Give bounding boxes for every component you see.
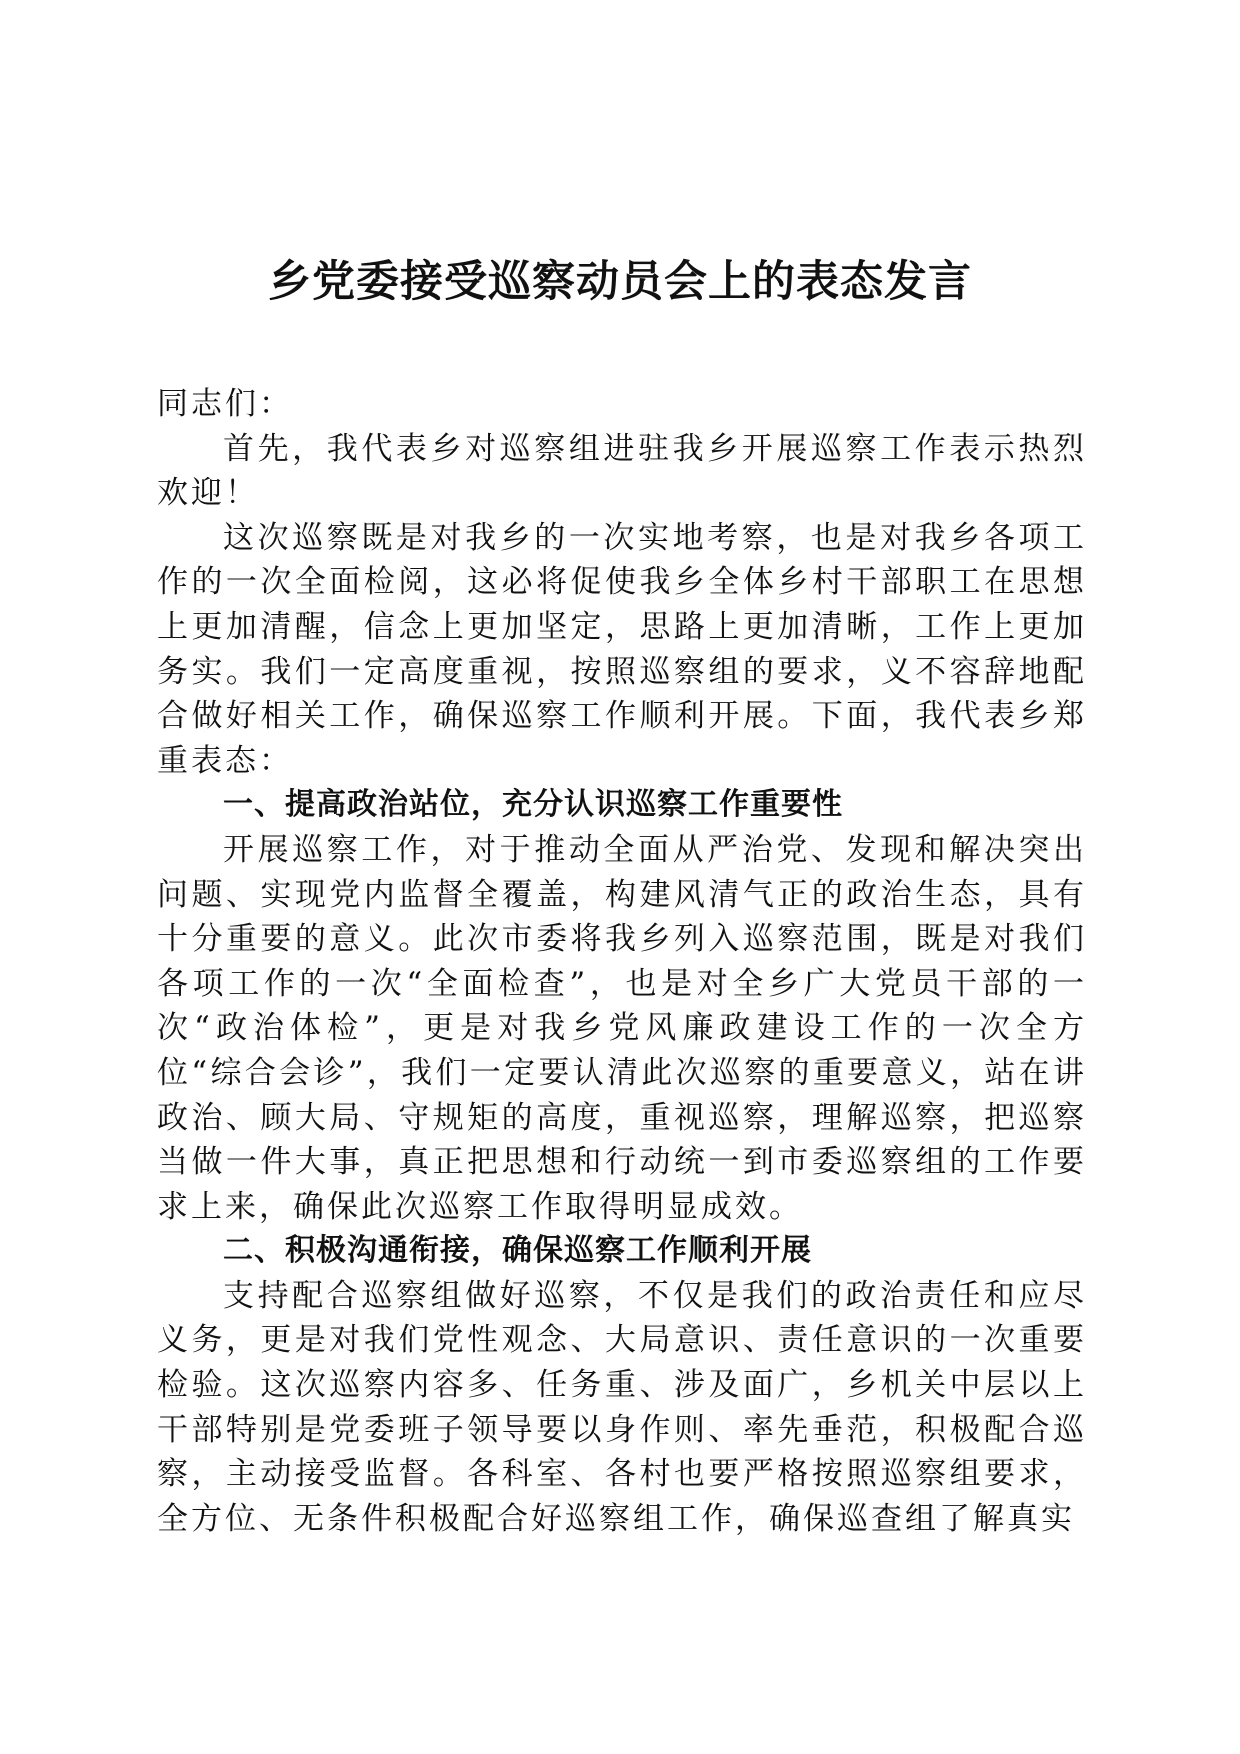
section-heading-1: 一、提高政治站位，充分认识巡察工作重要性 bbox=[223, 787, 843, 823]
paragraph-section-2: 支持配合巡察组做好巡察，不仅是我们的政治责任和应尽义务，更是对我们党性观念、大局意识、责任意识的一次重要检验。这次巡察内容多、任务重、涉及面广，乡机关中层以上干部特别是党委班子领导要以身作则、率先垂范，积极配合巡察，主动接受监督。各科室、各村也要严格按照巡察组要求，全方位、无条件积极配合好巡察组工作，确保巡查组了解真实 bbox=[157, 1277, 1087, 1537]
paragraph-statement-intro: 这次巡察既是对我乡的一次实地考察，也是对我乡各项工作的一次全面检阅，这必将促使我乡全体乡村干部职工在思想上更加清醒，信念上更加坚定，思路上更加清晰，工作上更加务实。我们一定高度重视，按照巡察组的要求，义不容辞地配合做好相关工作，确保巡察工作顺利开展。下面，我代表乡郑重表态： bbox=[157, 519, 1087, 779]
paragraph-section-1: 开展巡察工作，对于推动全面从严治党、发现和解决突出问题、实现党内监督全覆盖，构建风清气正的政治生态，具有十分重要的意义。此次市委将我乡列入巡察范围，既是对我们各项工作的一次“全面检查”，也是对全乡广大党员干部的一次“政治体检”，更是对我乡党风廉政建设工作的一次全方位“综合会诊”，我们一定要认清此次巡察的重要意义，站在讲政治、顾大局、守规矩的高度，重视巡察，理解巡察，把巡察当做一件大事，真正把思想和行动统一到市委巡察组的工作要求上来，确保此次巡察工作取得明显成效。 bbox=[157, 831, 1087, 1225]
section-heading-2: 二、积极沟通衔接，确保巡察工作顺利开展 bbox=[223, 1233, 812, 1269]
document-body bbox=[157, 382, 1087, 1541]
document-title: 乡党委接受巡察动员会上的表态发言 bbox=[268, 257, 972, 307]
paragraph-welcome: 首先，我代表乡对巡察组进驻我乡开展巡察工作表示热烈欢迎！ bbox=[157, 430, 1087, 512]
salutation: 同志们： bbox=[157, 386, 293, 422]
